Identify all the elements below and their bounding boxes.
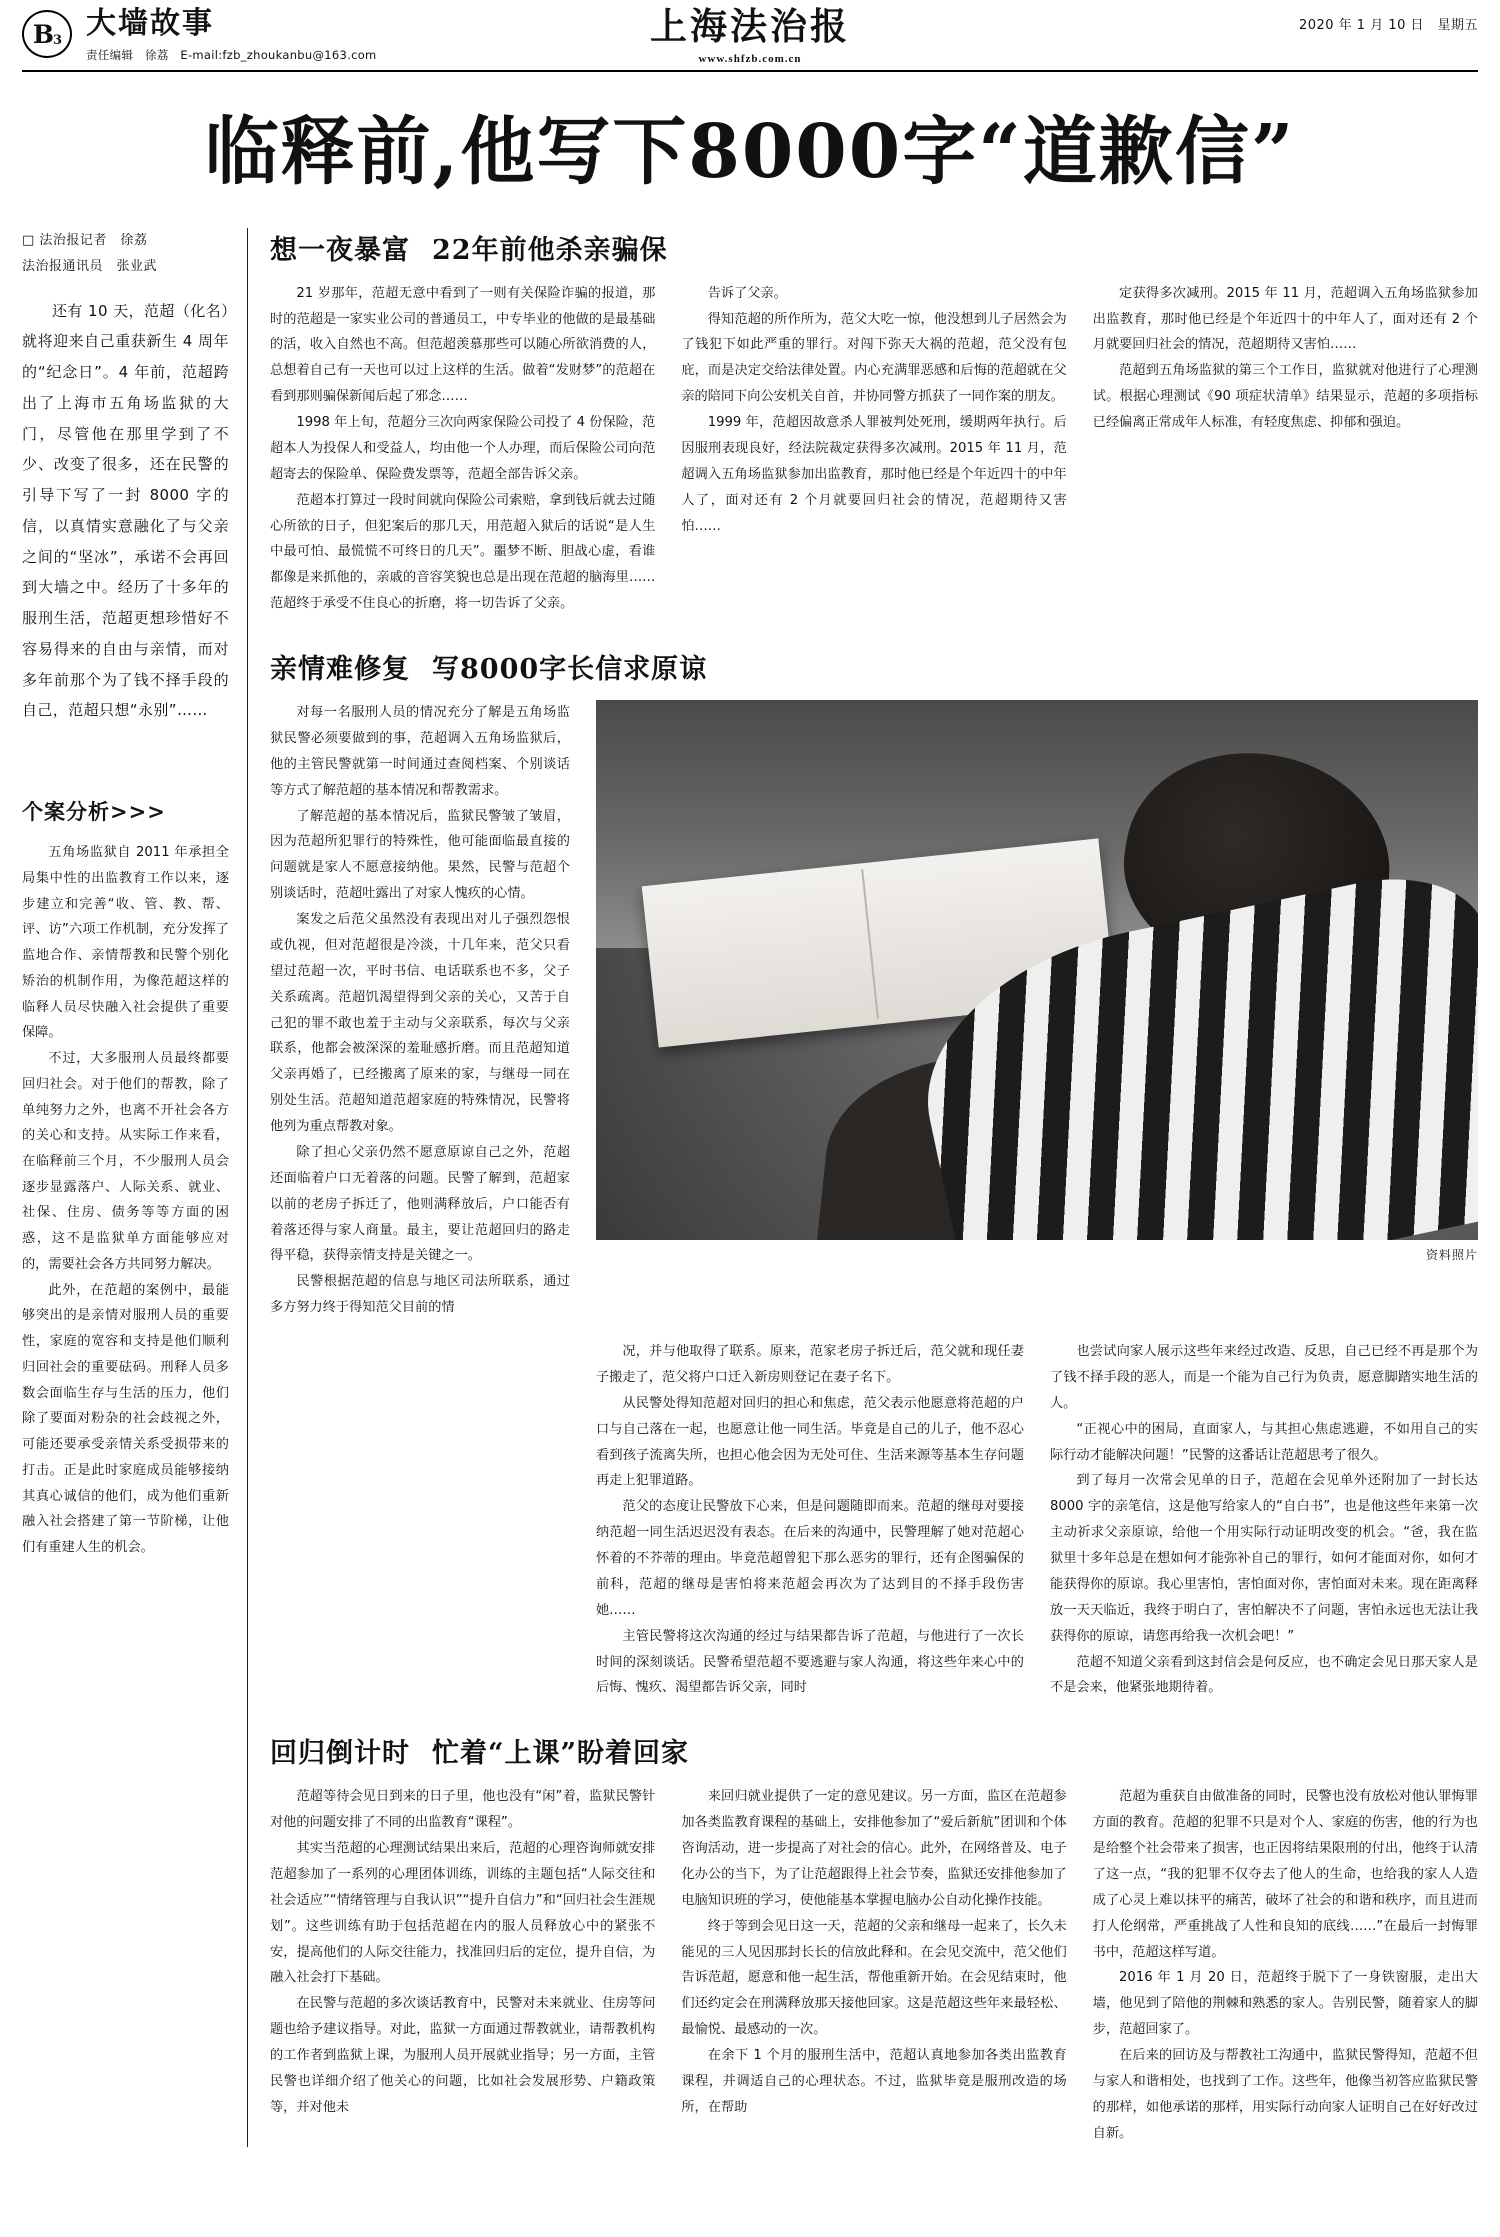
byline-reporter: □ 法治报记者 徐荔 xyxy=(22,232,148,248)
case-analysis-p3: 此外，在范超的案例中，最能够突出的是亲情对服刑人员的重要性，家庭的宽容和支持是他们顺利归回社会的重要砝码。刑释人员多数会面临生存与生活的压力，他们除了要面对粉杂的社会歧视之外，可能还要承受亲情关系受损带来的打击。正是此时家庭成员能够接纳其真心诚信的他们，成为他们重新融入社会搭建了第一节阶梯，让他们有重建人生的机会。 xyxy=(22,1282,229,1556)
s2c3-p2: “正视心中的困局，直面家人，与其担心焦虑逃避，不如用自己的实际行动才能解决问题！”民警的这番话让范超思考了很久。 xyxy=(1050,1421,1478,1463)
section-2-heading xyxy=(270,647,1478,686)
s2c1-p4: 除了担心父亲仍然不愿意原谅自己之外，范超还面临着户口无着落的问题。民警了解到，范超家以前的老房子拆迁了，他则满释放后，户口能否有着落还得与家人商量。最主，要让范超回归的路走得平稳，获得亲情支持是关键之一。 xyxy=(270,1144,570,1264)
s2c3-p1: 也尝试向家人展示这些年来经过改造、反思，自己已经不再是那个为了钱不择手段的恶人，而是一个能为自己行为负责，愿意脚踏实地生活的人。 xyxy=(1050,1344,1478,1411)
photo-figure xyxy=(596,700,1478,1321)
s1c2-p3: 1999 年，范超因故意杀人罪被判处死刑，缓期两年执行。后因服刑表现良好，经法院裁定获得多次减刑。2015 年 11 月，范超调入五角场监狱参加出监教育，那时他已经是个年近四十的中年人了，面对还有 2 个月就要回归社会的情况，范超期待又害怕…… xyxy=(681,415,1067,534)
case-analysis-body xyxy=(22,840,229,1561)
section-3-col-1 xyxy=(270,1784,655,2146)
s3c1-p2: 其实当范超的心理测试结果出来后，范超的心理咨询师就安排范超参加了一系列的心理团体训练，训练的主题包括“人际交往和社会适应”“情绪管理与自我认识”“提升自信力”和“回归社会生涯规划”。这些训练有助于包括范超在内的服人员释放心中的紧张不安，提高他们的人际交往能力，找准回归后的定位，提升自信，为融入社会打下基础。 xyxy=(270,1841,656,1986)
left-column xyxy=(22,228,248,2147)
s2c3-p3: 到了每月一次常会见单的日子，范超在会见单外还附加了一封长达 8000 字的亲笔信，这是他写给家人的“自白书”，也是他这些年来第一次主动祈求父亲原谅，给他一个用实际行动证明改变的机会。“爸，我在监狱里十多年总是在想如何才能弥补自己的罪行，如何才能面对你，如何才能获得你的原谅。我心里害怕，害怕面对你，害怕面对未来。现在距离释放一天天临近，我终于明白了，害怕解决不了问题，害怕永远也无法让我获得你的原谅，请您再给我一次机会吧！” xyxy=(1050,1473,1478,1644)
page-badge xyxy=(22,10,72,58)
section-3-heading-b: 忙着“上课”盼着回家 xyxy=(432,1738,690,1770)
byline xyxy=(22,228,229,280)
s3c3-p2: 2016 年 1 月 20 日，范超终于脱下了一身铁窗服，走出大墙，他见到了陪他的荆棘和熟悉的家人。告别民警，随着家人的脚步，范超回家了。 xyxy=(1092,1970,1478,2038)
s1c1-p1: 21 岁那年，范超无意中看到了一则有关保险诈骗的报道，那时的范超是一家实业公司的普通员工，中专毕业的他做的是最基础的活，收入自然也不高。但范超羡慕那些可以随心所欲消费的人，总想着自己有一天也可以过上这样的生活。做着“发财梦”的范超在看到那则骗保新闻后起了邪念…… xyxy=(270,285,656,405)
case-analysis-p1: 五角场监狱自 2011 年承担全局集中性的出监教育工作以来，逐步建立和完善“收、管、教、帮、评、访”六项工作机制，充分发挥了监地合作、亲情帮教和民警个别化矫治的机制作用，为像范超这样的临释人员尽快融入社会提供了重要保障。 xyxy=(22,845,229,1041)
s1c2-p2: 得知范超的所作所为，范父大吃一惊，他没想到儿子居然会为了钱犯下如此严重的罪行。对闯下弥天大祸的范超，范父没有包庇，而是决定交给法律处置。内心充满罪恶感和后悔的范超就在父亲的陪同下向公安机关自首，并协同警方抓获了一同作案的朋友。 xyxy=(681,311,1067,405)
s2c2-p4: 主管民警将这次沟通的经过与结果都告诉了范超，与他进行了一次长时间的深刻谈话。民警希望范超不要逃避与家人沟通，将这些年来心中的后悔、愧疚、渴望都告诉父亲，同时 xyxy=(596,1628,1024,1696)
s1c3-p1: 定获得多次减刑。2015 年 11 月，范超调入五角场监狱参加出监教育，那时他已经是个年近四十的中年人了，面对还有 2 个月就要回归社会的情况，范超期待又害怕…… xyxy=(1092,285,1478,353)
section-block xyxy=(86,8,377,63)
s3c2-p1: 来回归就业提供了一定的意见建议。另一方面，监区在范超参加各类监教育课程的基础上，安排他参加了“爱后新航”团训和个体咨询活动，进一步提高了对社会的信心。此外，在网络普及、电子化办公的当下，为了让范超跟得上社会节奏，监狱还安排他参加了电脑知识班的学习，使他能基本掌握电脑办公自动化操作技能。 xyxy=(681,1789,1067,1908)
inmate-reading-photo xyxy=(596,700,1478,1240)
s3c2-p2: 终于等到会见日这一天，范超的父亲和继母一起来了，长久未能见的三人见因那封长长的信放此释和。在会见交流中，范父他们告诉范超，愿意和他一起生活，帮他重新开始。在会见结束时，他们还约定会在刑满释放那天接他回家。这是范超这些年来最轻松、最愉悦、最感动的一次。 xyxy=(681,1918,1067,2038)
photo-caption: 资料照片 xyxy=(1425,1248,1478,1263)
s2c2-p3: 范父的态度让民警放下心来，但是问题随即而来。范超的继母对要接纳范超一同生活迟迟没有表态。在后来的沟通中，民警理解了她对范超心怀着的不芥蒂的理由。毕竟范超曾犯下那么恶劣的罪行，还有企图骗保的前科，范超的继母是害怕将来范超会再次为了达到目的不择手段伤害她…… xyxy=(596,1499,1024,1618)
section-3-columns xyxy=(270,1784,1478,2146)
section-1 xyxy=(270,228,1478,617)
article-body xyxy=(22,228,1478,2147)
newspaper-page xyxy=(0,4,1500,2237)
section-2-top xyxy=(270,700,1478,1321)
paper-url[interactable]: www.shfzb.com.cn xyxy=(698,52,802,65)
section-2-col-1 xyxy=(270,700,570,1321)
section-3-heading xyxy=(270,1731,1478,1770)
s3c2-p3: 在余下 1 个月的服刑生活中，范超认真地参加各类出监教育课程，并调适自己的心理状态。不过，监狱毕竟是服刑改造的场所，在帮助 xyxy=(681,2048,1067,2115)
s2c1-p3: 案发之后范父虽然没有表现出对儿子强烈怨恨或仇视，但对范超很是冷淡，十几年来，范父只看望过范超一次，平时书信、电话联系也不多，父子关系疏离。范超饥渴望得到父亲的关心，又苦于自己犯的罪不敢也羞于主动与父亲联系，每次与父亲联系，他都会被深深的羞耻感折磨。而且范超知道父亲再婚了，已经搬离了原来的家，与继母一同在别处生活。范超知道范超家庭的特殊情况，民警将他列为重点帮教对象。 xyxy=(270,912,570,1135)
s3c1-p1: 范超等待会见日到来的日子里，他也没有“闲”着，监狱民警针对他的问题安排了不同的出监教育“课程”。 xyxy=(270,1789,656,1831)
s2c1-p2: 了解范超的基本情况后，监狱民警皱了皱眉，因为范超所犯罪行的特殊性，他可能面临最直接的问题就是家人不愿意接纳他。果然，民警与范超个别谈话时，范超吐露出了对家人愧疚的心情。 xyxy=(270,808,570,902)
section-2-col-3 xyxy=(1050,1339,1478,1701)
section-2 xyxy=(270,647,1478,1701)
section-2-heading-b: 写8000字长信求原谅 xyxy=(432,654,708,686)
byline-correspondent: 法治报通讯员 张业武 xyxy=(22,258,158,274)
s3c3-p3: 在后来的回访及与帮教社工沟通中，监狱民警得知，范超不但与家人和谐相处，也找到了工作。这些年，他像当初答应监狱民警的那样，如他承诺的那样，用实际行动向家人证明自己在好好改过自新。 xyxy=(1092,2048,1478,2141)
case-analysis-title: 个案分析>>> xyxy=(22,799,166,825)
s2c1-p5: 民警根据范超的信息与地区司法所联系，通过多方努力终于得知范父目前的情 xyxy=(270,1274,570,1316)
section-3-heading-a: 回归倒计时 xyxy=(270,1738,410,1770)
section-1-heading-a: 想一夜暴富 xyxy=(270,234,410,266)
masthead xyxy=(22,4,1478,72)
main-column xyxy=(248,228,1478,2147)
section-1-col-2 xyxy=(681,281,1066,617)
badge-letter: B xyxy=(32,19,54,49)
section-2-col-2 xyxy=(596,1339,1024,1701)
s2c2-p2: 从民警处得知范超对回归的担心和焦虑，范父表示他愿意将范超的户口与自己落在一起，也愿意让他一同生活。毕竟是自己的儿子，他不忍心看到孩子流离失所，也担心他会因为无处可住、生活来源等基本生存问题再走上犯罪道路。 xyxy=(596,1395,1024,1489)
s1c3-p2: 范超到五角场监狱的第三个工作日，监狱就对他进行了心理测试。根据心理测试《90 项症状清单》结果显示，范超的多项指标已经偏离正常成年人标准，有轻度焦虑、抑郁和强迫。 xyxy=(1092,363,1478,431)
s3c1-p3: 在民警与范超的多次谈话教育中，民警对未来就业、住房等问题也给予建议指导。对此，监狱一方面通过帮教就业，请帮教机构的工作者到监狱上课，为服刑人员开展就业指导；另一方面，主管民警也详细介绍了他关心的问题，比如社会发展形势、户籍政策等，并对他未 xyxy=(270,1996,656,2115)
s1c1-p3: 范超本打算过一段时间就向保险公司索赔，拿到钱后就去过随心所欲的日子，但犯案后的那几天，用范超入狱后的话说“是人生中最可怕、最慌慌不可终日的几天”。噩梦不断、胆战心虚，看谁都像是来抓他的，亲戚的音容笑貌也总是出现在范超的脑海里……范超终于承受不住良心的折磨，将一切告诉了父亲。 xyxy=(270,492,656,612)
section-title: 大墙故事 xyxy=(86,6,214,41)
section-1-col-3 xyxy=(1093,281,1478,617)
badge-number: 3 xyxy=(53,32,62,48)
page-headline: 临释前,他写下8000字“道歉信” xyxy=(204,109,1296,195)
s2c1-p1: 对每一名服刑人员的情况充分了解是五角场监狱民警必须要做到的事，范超调入五角场监狱后，他的主管民警就第一时间通过查阅档案、个别谈话等方式了解范超的基本情况和帮教需求。 xyxy=(270,705,570,798)
s2c2-p1: 况，并与他取得了联系。原来，范家老房子拆迁后，范父就和现任妻子搬走了，范父将户口迁入新房则登记在妻子名下。 xyxy=(596,1344,1024,1385)
s1c2-p1: 告诉了父亲。 xyxy=(707,285,787,301)
section-1-columns xyxy=(270,281,1478,617)
lead-paragraph xyxy=(22,296,229,727)
section-2-heading-a: 亲情难修复 xyxy=(270,654,410,686)
section-3 xyxy=(270,1731,1478,2146)
section-1-heading-b: 22年前他杀亲骗保 xyxy=(432,234,668,266)
s2c3-p4: 范超不知道父亲看到这封信会是何反应，也不确定会见日那天家人是不是会来，他紧张地期待着。 xyxy=(1050,1654,1478,1696)
issue-date: 2020 年 1 月 10 日 星期五 xyxy=(1298,18,1478,33)
section-1-heading xyxy=(270,228,1478,267)
paper-name: 上海法治报 xyxy=(650,4,850,48)
section-3-col-2 xyxy=(681,1784,1066,2146)
s1c1-p2: 1998 年上旬，范超分三次向两家保险公司投了 4 份保险，范超本人为投保人和受益人，均由他一个人办理，而后保险公司向范超寄去的保险单、保险费发票等，范超全部告诉父亲。 xyxy=(270,415,656,482)
section-3-col-3 xyxy=(1093,1784,1478,2146)
case-analysis-p2: 不过，大多服刑人员最终都要回归社会。对于他们的帮教，除了单纯努力之外，也离不开社会各方的关心和支持。从实际工作来看，在临释前三个月，不少服刑人员会逐步显露落户、人际关系、就业、社保、住房、债务等等方面的困惑，这不是监狱单方面能够应对的，需要社会各方共同努力解决。 xyxy=(22,1051,229,1272)
paper-nameplate xyxy=(650,6,850,65)
lead-text: 还有 10 天，范超（化名）就将迎来自己重获新生 4 周年的“纪念日”。4 年前，范超跨出了上海市五角场监狱的大门，尽管他在那里学到了不少、改变了很多，还在民警的引导下写了一封 8000 字的信，以真情实意融化了与父亲之间的“坚冰”，承诺不会再回到大墙之中。经历了十多年的服刑生活，范超更想珍惜好不容易得来的自由与亲情，而对多年前那个为了钱不择手段的自己，范超只想“永别”…… xyxy=(22,301,229,720)
editor-credit: 责任编辑 徐荔 E-mail:fzb_zhoukanbu@163.com xyxy=(86,47,377,62)
s3c3-p1: 范超为重获自由做准备的同时，民警也没有放松对他认罪悔罪方面的教育。范超的犯罪不只是对个人、家庭的伤害，他的行为也是给整个社会带来了损害，也正因将结果限刑的付出，他终于认清了这一点，“我的犯罪不仅夺去了他人的生命，也给我的家人人造成了心灵上难以抹平的痛苦，破坏了社会的和谐和秩序，而且进而打人伦纲常，严重挑战了人性和良知的底线……”在最后一封悔罪书中，范超这样写道。 xyxy=(1092,1789,1478,1960)
section-2-bottom xyxy=(270,1339,1478,1701)
section-1-col-1 xyxy=(270,281,655,617)
